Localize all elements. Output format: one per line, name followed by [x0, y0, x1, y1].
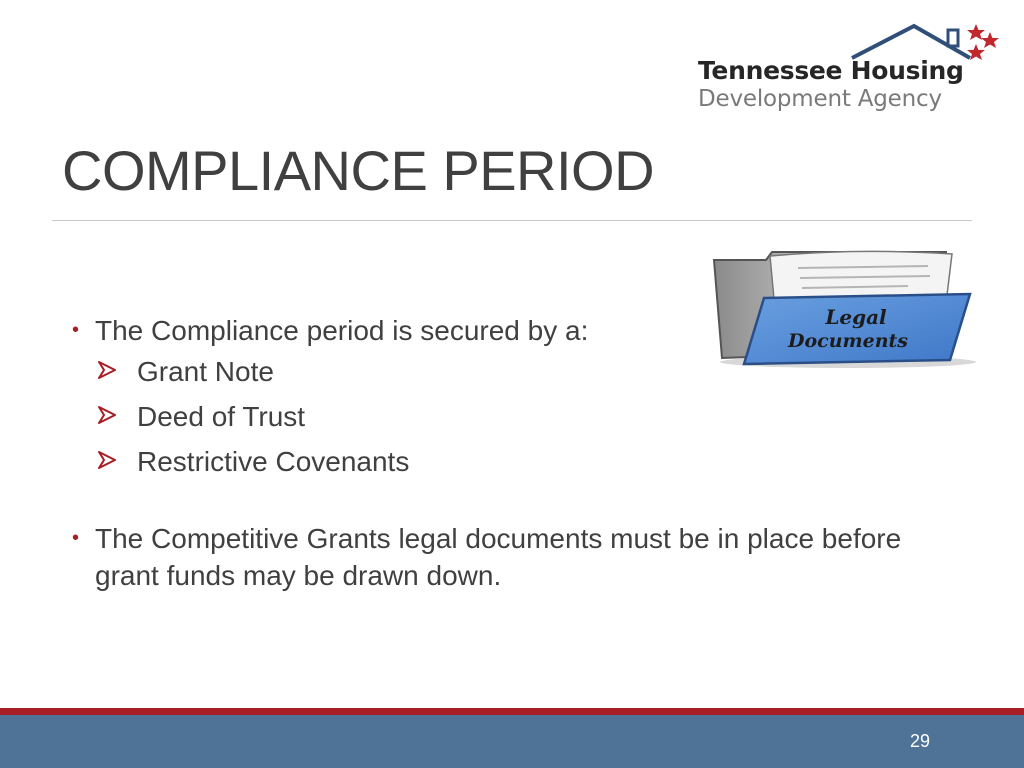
sub-bullet-item	[72, 349, 912, 394]
sub-bullet-text: Grant Note	[137, 356, 274, 387]
star-icon	[981, 32, 999, 48]
bullet-list	[72, 312, 912, 594]
page-number: 29	[909, 731, 931, 751]
bullet-dot-icon: •	[72, 319, 80, 341]
slide-title: COMPLIANCE PERIOD	[62, 139, 655, 202]
arrow-bullet-icon	[97, 360, 117, 380]
sub-bullet-item	[72, 394, 912, 439]
logo-text-line2: Development Agency	[698, 86, 942, 112]
bullet-text: The Compliance period is secured by a:	[95, 315, 589, 346]
folder-label-line1: Legal	[825, 305, 887, 329]
logo-text-line1: Tennessee Housing	[698, 56, 964, 85]
tennessee-housing-logo	[694, 20, 1004, 120]
star-icon	[967, 24, 985, 40]
footer-bar	[0, 715, 1024, 768]
bullet-item	[72, 312, 912, 349]
sub-bullet-item	[72, 439, 912, 484]
bullet-item	[72, 520, 912, 594]
arrow-bullet-icon	[97, 405, 117, 425]
arrow-bullet-icon	[97, 450, 117, 470]
bullet-dot-icon: •	[72, 527, 80, 549]
title-divider	[52, 220, 972, 221]
folder-label-line2: Documents	[787, 330, 909, 352]
footer-accent-stripe	[0, 708, 1024, 715]
sub-bullet-text: Restrictive Covenants	[137, 446, 410, 477]
sub-bullet-text: Deed of Trust	[137, 401, 306, 432]
bullet-text: The Competitive Grants legal documents must be in place before grant funds may be drawn down.	[95, 523, 902, 591]
